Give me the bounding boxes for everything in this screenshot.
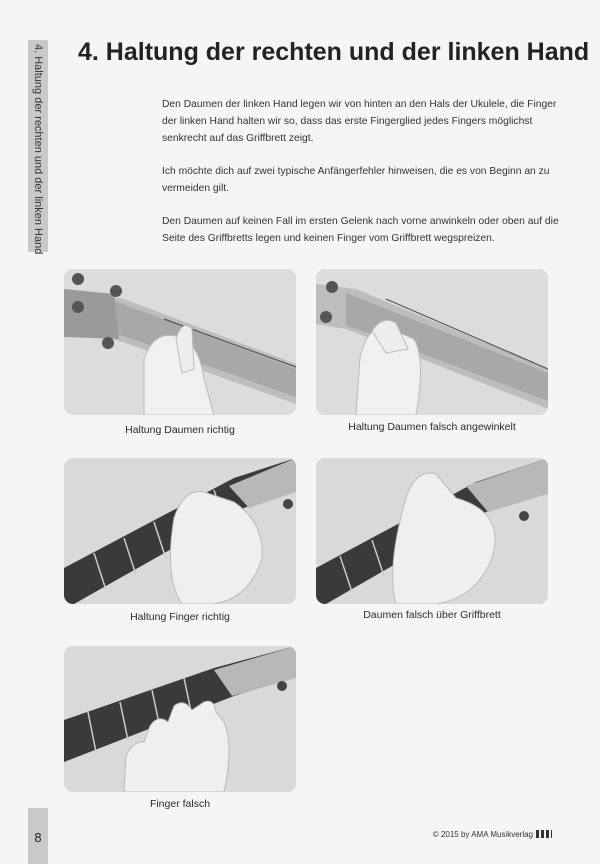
ukulele-thumb-over-fretboard-image (316, 458, 548, 604)
caption-thumb-wrong-bent: Haltung Daumen falsch angewinkelt (348, 421, 516, 433)
footer-copyright: © 2015 by AMA Musikverlag (432, 830, 533, 839)
footer (433, 830, 552, 839)
paragraph-1: Den Daumen der linken Hand legen wir von hinten an den Hals der Ukulele, die Finger der linken Hand halten wir so, dass das erste Fingerglied jedes Fingers möglichst senkrecht auf das Griffbrett zeigt. (162, 99, 557, 144)
page-number-tab (28, 808, 48, 864)
caption-thumb-correct: Haltung Daumen richtig (125, 424, 235, 436)
photo-thumb-correct (64, 269, 296, 415)
photo-thumb-wrong-bent (316, 269, 548, 415)
paragraph-3: Den Daumen auf keinen Fall im ersten Gelenk nach vorne anwinkeln oder oben auf die Seite des Griffbretts legen und keinen Finger vom Griffbrett wegspreizen. (162, 216, 559, 244)
photo-fingers-wrong (64, 646, 296, 792)
ukulele-fingers-wrong-image (64, 646, 296, 792)
paragraph-2: Ich möchte dich auf zwei typische Anfängerfehler hinweisen, die es von Beginn an zu vermeiden gilt. (162, 166, 550, 194)
ukulele-thumb-correct-image (64, 269, 296, 415)
photo-thumb-over-fretboard (316, 458, 548, 604)
page-title: 4. Haltung der rechten und der linken Hand (78, 38, 590, 66)
caption-fingers-wrong: Finger falsch (149, 798, 211, 810)
chapter-side-tab-label: 4. Haltung der rechten und der linken Hand (32, 44, 44, 255)
photo-fingers-correct (64, 458, 296, 604)
ukulele-fingers-correct-image (64, 458, 296, 604)
page-number: 8 (34, 830, 42, 845)
ukulele-thumb-bent-image (316, 269, 548, 415)
chapter-side-tab (28, 40, 48, 255)
caption-thumb-over-fretboard: Daumen falsch über Griffbrett (363, 609, 501, 621)
publisher-logo-icon (536, 830, 552, 838)
caption-fingers-correct: Haltung Finger richtig (130, 611, 230, 623)
